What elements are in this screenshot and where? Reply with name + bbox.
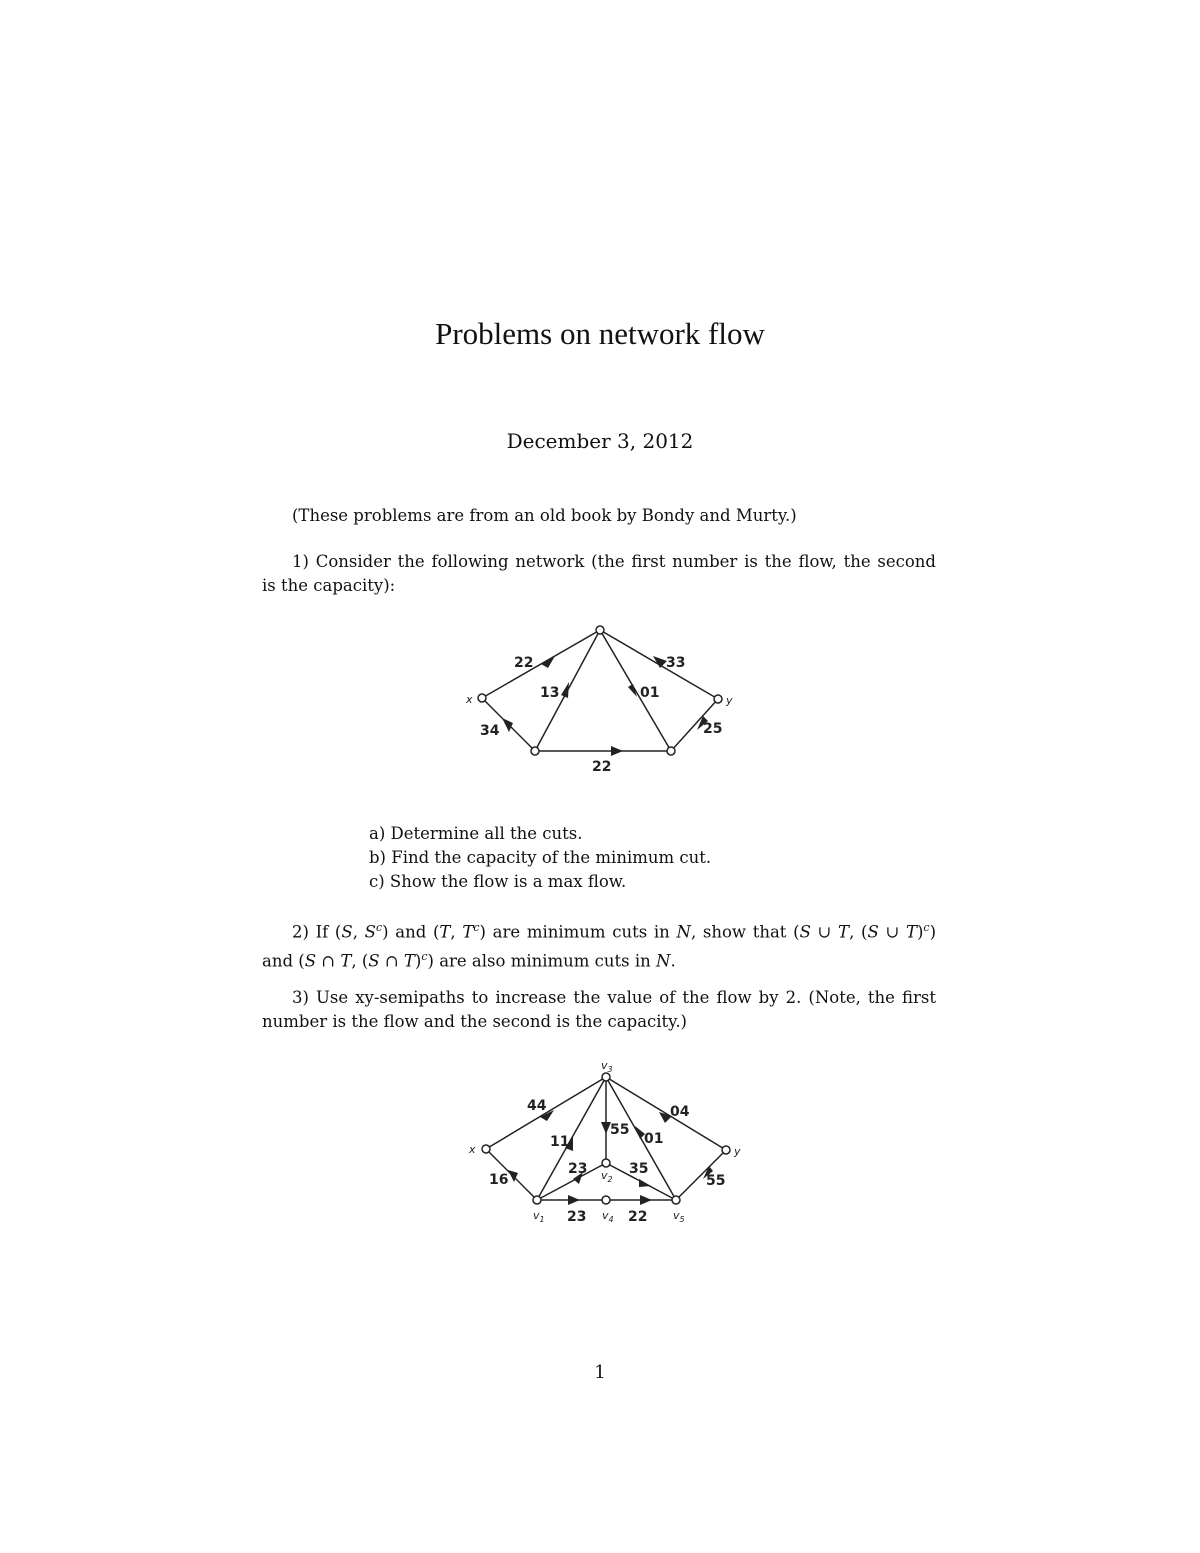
edge-label: 35	[629, 1161, 649, 1177]
vertex-v2	[602, 1159, 610, 1167]
edge-label: 44	[527, 1098, 547, 1114]
vertex-y	[714, 695, 722, 703]
vertex-x	[482, 1145, 490, 1153]
arrow-a-b	[611, 746, 623, 756]
network-figure-2	[455, 1060, 765, 1230]
edge-label: 22	[514, 655, 534, 671]
edge-label: 23	[567, 1209, 587, 1225]
page-number: 1	[594, 1362, 606, 1383]
edge-label: 04	[670, 1104, 690, 1120]
vertex-v4	[602, 1196, 610, 1204]
problem-1-text: 1) Consider the following network (the first number is the flow, the second is the capacity):	[262, 552, 936, 595]
vertex-label-v2: $v_2$	[601, 1169, 613, 1184]
edge-label: 13	[540, 685, 560, 701]
edge-label: 34	[480, 723, 500, 739]
arrow-a-top	[561, 682, 569, 698]
problem-2-text: 2) If (S, $S^c$) and (T, $T^c$) are minimum cuts in N, show that (S ∪ T, (S ∪ T)$^c$) and (S ∩ T, (S ∩ T)$^c$) are also minimum cuts in N.	[262, 921, 937, 970]
page-title: Problems on network flow	[435, 316, 765, 351]
problem-3-text: 3) Use xy-semipaths to increase the value of the flow by 2. (Note, the first number is the flow and the second is the capacity.)	[262, 988, 936, 1031]
vertex-label-v4: $v_4$	[602, 1209, 614, 1224]
vertex-label-x: x	[466, 693, 473, 706]
arrow-v2-v5	[639, 1179, 651, 1187]
vertex-y	[722, 1146, 730, 1154]
edge-label: 11	[550, 1134, 570, 1150]
edge-label: 01	[640, 685, 660, 701]
problem-1-item-c: c) Show the flow is a max flow.	[369, 872, 627, 891]
problem-1-item-a: a) Determine all the cuts.	[369, 824, 583, 843]
edge-label: 25	[703, 721, 723, 737]
edge-label: 33	[666, 655, 686, 671]
vertex-b	[667, 747, 675, 755]
edge-v3-y	[606, 1077, 726, 1150]
vertex-a	[531, 747, 539, 755]
edge-label: 55	[706, 1173, 726, 1189]
document-date: December 3, 2012	[506, 429, 694, 453]
arrow-a-x	[502, 718, 513, 732]
edge-label: 01	[644, 1131, 664, 1147]
vertex-v1	[533, 1196, 541, 1204]
vertex-label-v3: $v_3$	[601, 1060, 613, 1074]
arrow-v1-v4	[568, 1195, 580, 1205]
vertex-x	[478, 694, 486, 702]
vertex-v3	[602, 1073, 610, 1081]
vertex-label-v5: $v_5$	[673, 1209, 685, 1224]
edge-label: 23	[568, 1161, 588, 1177]
arrow-v4-v5	[640, 1195, 652, 1205]
vertex-top	[596, 626, 604, 634]
edge-label: 55	[610, 1122, 630, 1138]
vertex-label-v1: $v_1$	[533, 1209, 545, 1224]
vertex-label-y: y	[726, 694, 733, 707]
edge-top-b	[600, 630, 671, 751]
network-figure-1	[440, 615, 760, 785]
vertex-v5	[672, 1196, 680, 1204]
edge-label: 22	[628, 1209, 648, 1225]
vertex-label-x: x	[469, 1143, 476, 1156]
vertex-label-y: y	[734, 1145, 741, 1158]
problem-1-item-b: b) Find the capacity of the minimum cut.	[369, 848, 712, 867]
intro-paragraph: (These problems are from an old book by Bondy and Murty.)	[292, 506, 797, 525]
edge-label: 22	[592, 759, 612, 775]
edge-label: 16	[489, 1172, 509, 1188]
